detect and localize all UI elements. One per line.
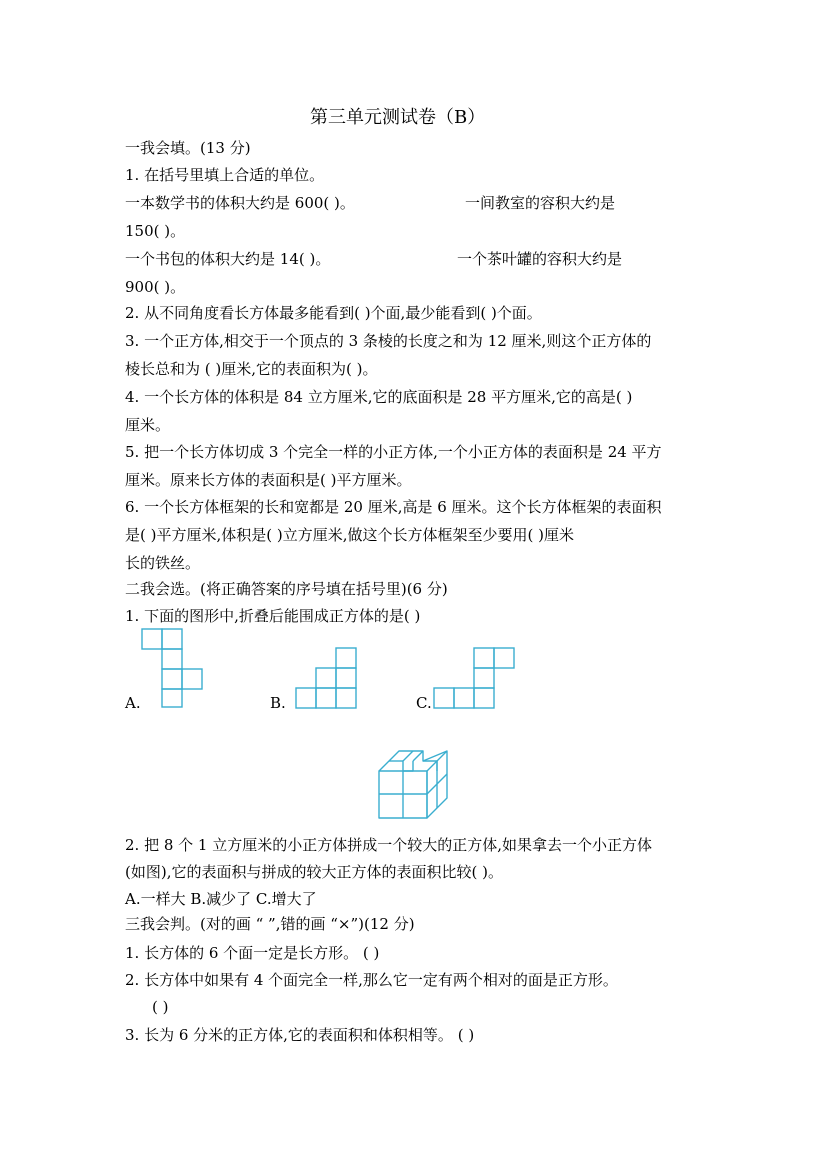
s1-q4-line1: 4. 一个长方体的体积是 84 立方厘米,它的底面积是 28 平方厘米,它的高是( ) [125,388,633,406]
option-b-label: B. [270,694,286,712]
s2-q2-line1: 2. 把 8 个 1 立方厘米的小正方体拼成一个较大的正方体,如果拿去一个小正方体 [125,836,653,854]
option-a-label: A. [125,694,141,712]
net-figure-a [140,627,204,709]
s2-q1-stem: 1. 下面的图形中,折叠后能围成正方体的是( ) [125,607,421,625]
section3-heading: 三我会判。(对的画 “ ”,错的画 “×”)(12 分) [125,915,415,933]
s1-q1-item-c: 一个书包的体积大约是 14( )。 [125,250,331,268]
s1-q1-item-d-line2: 900( )。 [125,278,186,296]
s1-q1-item-b-line1: 一间教室的容积大约是 [465,194,616,212]
net-figure-c [432,646,516,710]
s1-q1-item-b-line2: 150( )。 [125,222,186,240]
s1-q2: 2. 从不同角度看长方体最多能看到( )个面,最少能看到( )个面。 [125,304,542,322]
s1-q3-line2: 棱长总和为 ( )厘米,它的表面积为( )。 [125,360,378,378]
s1-q6-line1: 6. 一个长方体框架的长和宽都是 20 厘米,高是 6 厘米。这个长方体框架的表面积 [125,498,662,516]
s3-q3: 3. 长为 6 分米的正方体,它的表面积和体积相等。 ( ) [125,1026,475,1044]
section2-heading: 二我会选。(将正确答案的序号填在括号里)(6 分) [125,580,448,598]
s1-q6-line2: 是( )平方厘米,体积是( )立方厘米,做这个长方体框架至少要用( )厘米 [125,526,574,544]
s1-q1-item-d-line1: 一个茶叶罐的容积大约是 [457,250,623,268]
s1-q1-stem: 1. 在括号里填上合适的单位。 [125,166,325,184]
s3-q2-line2: ( ) [152,998,169,1016]
s3-q2-line1: 2. 长方体中如果有 4 个面完全一样,那么它一定有两个相对的面是正方形。 [125,971,618,989]
page-title: 第三单元测试卷（B） [310,107,486,128]
cube-missing-piece-figure [376,747,452,821]
s3-q1: 1. 长方体的 6 个面一定是长方形。 ( ) [125,944,380,962]
s1-q1-item-a: 一本数学书的体积大约是 600( )。 [125,194,355,212]
option-c-label: C. [416,694,432,712]
section1-heading: 一我会填。(13 分) [125,139,251,157]
s1-q4-line2: 厘米。 [125,416,171,434]
s2-q2-line2: (如图),它的表面积与拼成的较大正方体的表面积比较( )。 [125,863,503,881]
s1-q5-line2: 厘米。原来长方体的表面积是( )平方厘米。 [125,471,412,489]
s1-q6-line3: 长的铁丝。 [125,554,201,572]
s1-q3-line1: 3. 一个正方体,相交于一个顶点的 3 条棱的长度之和为 12 厘米,则这个正方体的 [125,332,652,350]
net-figure-b [294,646,358,710]
s1-q5-line1: 5. 把一个长方体切成 3 个完全一样的小正方体,一个小正方体的表面积是 24 平方 [125,443,662,461]
s2-q2-choices: A.一样大 B.减少了 C.增大了 [125,890,317,908]
